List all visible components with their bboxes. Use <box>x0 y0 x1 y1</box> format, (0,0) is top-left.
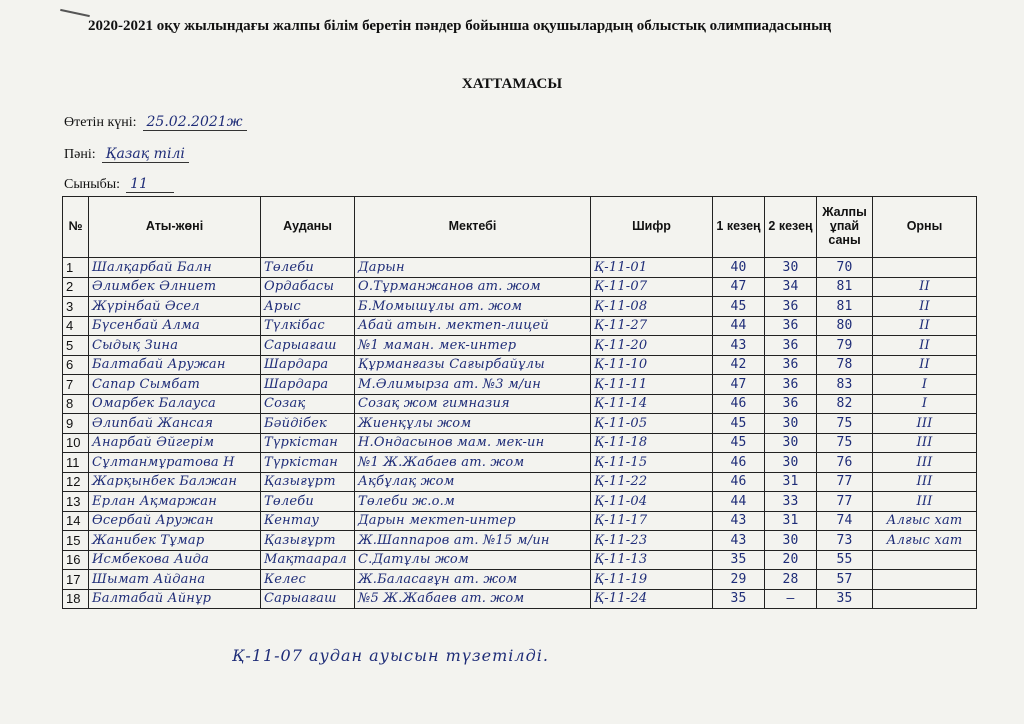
cell-place: III <box>873 433 977 453</box>
cell-stage2: 36 <box>765 336 817 356</box>
subject-value: Қазақ тілі <box>102 146 189 163</box>
cell-district: Түркістан <box>261 433 355 453</box>
cell-district: Сарыағаш <box>261 336 355 356</box>
cell-district: Шардара <box>261 375 355 395</box>
cell-code: Қ-11-11 <box>591 375 713 395</box>
cell-code: Қ-11-08 <box>591 297 713 317</box>
cell-school: Төлеби ж.о.м <box>355 492 591 512</box>
cell-stage1: 46 <box>713 453 765 473</box>
cell-stage1: 47 <box>713 277 765 297</box>
cell-district: Бәйдібек <box>261 414 355 434</box>
cell-code: Қ-11-05 <box>591 414 713 434</box>
cell-number: 17 <box>63 570 89 590</box>
cell-number: 18 <box>63 589 89 609</box>
cell-place: II <box>873 316 977 336</box>
cell-place <box>873 589 977 609</box>
cell-stage1: 35 <box>713 589 765 609</box>
cell-stage1: 44 <box>713 492 765 512</box>
table-header-row <box>63 197 977 258</box>
cell-school: №1 Ж.Жабаев ат. жом <box>355 453 591 473</box>
cell-name: Балтабай Аружан <box>89 355 261 375</box>
cell-stage1: 45 <box>713 433 765 453</box>
cell-name: Жанибек Тұмар <box>89 531 261 551</box>
cell-place: III <box>873 492 977 512</box>
cell-school: Дарын мектеп-интер <box>355 511 591 531</box>
cell-stage1: 43 <box>713 336 765 356</box>
cell-school: Жиенқұлы жом <box>355 414 591 434</box>
cell-name: Балтабай Айнұр <box>89 589 261 609</box>
cell-school: Абай атын. мектеп-лицей <box>355 316 591 336</box>
cell-code: Қ-11-14 <box>591 394 713 414</box>
cell-total: 75 <box>817 433 873 453</box>
cell-stage1: 42 <box>713 355 765 375</box>
table-row <box>63 570 977 590</box>
cell-name: Бүсенбай Алма <box>89 316 261 336</box>
cell-stage2: 34 <box>765 277 817 297</box>
cell-place: II <box>873 355 977 375</box>
cell-name: Жүрінбай Әсел <box>89 297 261 317</box>
cell-number: 15 <box>63 531 89 551</box>
cell-total: 81 <box>817 297 873 317</box>
cell-number: 9 <box>63 414 89 434</box>
cell-total: 57 <box>817 570 873 590</box>
cell-total: 77 <box>817 492 873 512</box>
cell-code: Қ-11-19 <box>591 570 713 590</box>
cell-stage1: 40 <box>713 258 765 278</box>
table-row <box>63 531 977 551</box>
cell-place: I <box>873 375 977 395</box>
cell-total: 82 <box>817 394 873 414</box>
subject-label: Пәні: <box>64 147 96 162</box>
cell-total: 81 <box>817 277 873 297</box>
cell-school: Н.Ондасынов мам. мек-ин <box>355 433 591 453</box>
cell-place: Алғыс хат <box>873 511 977 531</box>
cell-stage2: 36 <box>765 375 817 395</box>
cell-stage1: 47 <box>713 375 765 395</box>
cell-name: Сұлтанмұратова Н <box>89 453 261 473</box>
column-header-district: Ауданы <box>261 197 355 258</box>
cell-stage2: 36 <box>765 394 817 414</box>
table-row <box>63 453 977 473</box>
cell-school: Б.Момышұлы ат. жом <box>355 297 591 317</box>
cell-place: II <box>873 297 977 317</box>
cell-school: Ақбұлақ жом <box>355 472 591 492</box>
cell-name: Өсербай Аружан <box>89 511 261 531</box>
cell-stage1: 43 <box>713 531 765 551</box>
cell-place: I <box>873 394 977 414</box>
cell-total: 35 <box>817 589 873 609</box>
cell-number: 14 <box>63 511 89 531</box>
cell-district: Арыс <box>261 297 355 317</box>
cell-school: Ж.Баласағұн ат. жом <box>355 570 591 590</box>
cell-school: О.Тұрманжанов ат. жом <box>355 277 591 297</box>
table-row <box>63 394 977 414</box>
cell-district: Түлкібас <box>261 316 355 336</box>
grade-label: Сыныбы: <box>64 177 121 192</box>
cell-school: Ж.Шаппаров ат. №15 м/ин <box>355 531 591 551</box>
ink-stroke <box>60 9 90 17</box>
cell-code: Қ-11-27 <box>591 316 713 336</box>
cell-school: Құрманғазы Сағырбайұлы <box>355 355 591 375</box>
cell-district: Мақтаарал <box>261 550 355 570</box>
cell-place <box>873 550 977 570</box>
subject-field <box>64 146 189 163</box>
cell-total: 78 <box>817 355 873 375</box>
cell-name: Шымат Айдана <box>89 570 261 590</box>
column-header-place: Орны <box>873 197 977 258</box>
date-value: 25.02.2021ж <box>143 114 247 131</box>
table-row <box>63 277 977 297</box>
cell-code: Қ-11-01 <box>591 258 713 278</box>
table-row <box>63 375 977 395</box>
cell-code: Қ-11-23 <box>591 531 713 551</box>
cell-name: Сыдық Зина <box>89 336 261 356</box>
cell-code: Қ-11-07 <box>591 277 713 297</box>
cell-district: Төлеби <box>261 258 355 278</box>
cell-name: Шалқарбай Балн <box>89 258 261 278</box>
cell-stage1: 29 <box>713 570 765 590</box>
cell-code: Қ-11-20 <box>591 336 713 356</box>
cell-total: 73 <box>817 531 873 551</box>
cell-stage1: 45 <box>713 414 765 434</box>
correction-note: Қ-11-07 аудан ауысын түзетілді. <box>232 646 549 665</box>
table-body <box>63 258 977 609</box>
cell-school: Созақ жом гимназия <box>355 394 591 414</box>
cell-stage2: 36 <box>765 355 817 375</box>
cell-stage1: 35 <box>713 550 765 570</box>
table-row <box>63 589 977 609</box>
column-header-number: № <box>63 197 89 258</box>
cell-stage1: 45 <box>713 297 765 317</box>
cell-stage2: 30 <box>765 414 817 434</box>
cell-total: 79 <box>817 336 873 356</box>
cell-district: Ордабасы <box>261 277 355 297</box>
cell-code: Қ-11-17 <box>591 511 713 531</box>
cell-school: №5 Ж.Жабаев ат. жом <box>355 589 591 609</box>
cell-place: II <box>873 336 977 356</box>
column-header-stage1: 1 кезең <box>713 197 765 258</box>
cell-number: 7 <box>63 375 89 395</box>
cell-code: Қ-11-04 <box>591 492 713 512</box>
cell-code: Қ-11-18 <box>591 433 713 453</box>
cell-school: №1 маман. мек-интер <box>355 336 591 356</box>
cell-number: 12 <box>63 472 89 492</box>
table-row <box>63 414 977 434</box>
table-row <box>63 550 977 570</box>
grade-field <box>64 176 174 193</box>
table-row <box>63 297 977 317</box>
cell-place: III <box>873 414 977 434</box>
cell-district: Түркістан <box>261 453 355 473</box>
cell-total: 75 <box>817 414 873 434</box>
cell-stage1: 44 <box>713 316 765 336</box>
cell-school: С.Датұлы жом <box>355 550 591 570</box>
column-header-code: Шифр <box>591 197 713 258</box>
cell-name: Анарбай Әйгерім <box>89 433 261 453</box>
cell-district: Сарыағаш <box>261 589 355 609</box>
cell-district: Кентау <box>261 511 355 531</box>
cell-number: 3 <box>63 297 89 317</box>
cell-number: 8 <box>63 394 89 414</box>
results-table <box>62 196 977 609</box>
cell-code: Қ-11-22 <box>591 472 713 492</box>
grade-value: 11 <box>126 176 174 193</box>
column-header-total: Жалпы ұпай саны <box>817 197 873 258</box>
cell-number: 1 <box>63 258 89 278</box>
document-heading: ХАТТАМАСЫ <box>461 76 563 92</box>
cell-stage2: 20 <box>765 550 817 570</box>
cell-stage2: — <box>765 589 817 609</box>
cell-total: 74 <box>817 511 873 531</box>
cell-place: III <box>873 453 977 473</box>
cell-stage2: 28 <box>765 570 817 590</box>
date-field <box>64 114 247 131</box>
cell-total: 77 <box>817 472 873 492</box>
cell-stage2: 30 <box>765 433 817 453</box>
cell-total: 76 <box>817 453 873 473</box>
cell-number: 4 <box>63 316 89 336</box>
cell-stage2: 33 <box>765 492 817 512</box>
cell-district: Созақ <box>261 394 355 414</box>
cell-stage2: 31 <box>765 511 817 531</box>
cell-code: Қ-11-10 <box>591 355 713 375</box>
cell-name: Ерлан Ақмаржан <box>89 492 261 512</box>
cell-number: 10 <box>63 433 89 453</box>
cell-total: 80 <box>817 316 873 336</box>
cell-place: Алғыс хат <box>873 531 977 551</box>
cell-number: 5 <box>63 336 89 356</box>
table-row <box>63 355 977 375</box>
cell-stage2: 30 <box>765 531 817 551</box>
cell-district: Төлеби <box>261 492 355 512</box>
table-row <box>63 472 977 492</box>
table-row <box>63 433 977 453</box>
cell-code: Қ-11-24 <box>591 589 713 609</box>
cell-stage2: 36 <box>765 297 817 317</box>
cell-number: 2 <box>63 277 89 297</box>
cell-place <box>873 570 977 590</box>
cell-district: Қазығұрт <box>261 472 355 492</box>
cell-district: Қазығұрт <box>261 531 355 551</box>
cell-stage2: 36 <box>765 316 817 336</box>
cell-stage2: 30 <box>765 258 817 278</box>
cell-stage1: 43 <box>713 511 765 531</box>
date-label: Өтетін күні: <box>64 115 137 130</box>
cell-number: 13 <box>63 492 89 512</box>
cell-name: Сапар Сымбат <box>89 375 261 395</box>
cell-name: Әлипбай Жансая <box>89 414 261 434</box>
cell-total: 83 <box>817 375 873 395</box>
cell-name: Жарқынбек Балжан <box>89 472 261 492</box>
cell-number: 16 <box>63 550 89 570</box>
cell-stage2: 30 <box>765 453 817 473</box>
table-row <box>63 511 977 531</box>
table-row <box>63 492 977 512</box>
table-row <box>63 258 977 278</box>
cell-place <box>873 258 977 278</box>
column-header-school: Мектебі <box>355 197 591 258</box>
cell-stage1: 46 <box>713 394 765 414</box>
cell-district: Шардара <box>261 355 355 375</box>
cell-school: М.Әлимырза ат. №3 м/ин <box>355 375 591 395</box>
table-row <box>63 316 977 336</box>
cell-stage2: 31 <box>765 472 817 492</box>
column-header-stage2: 2 кезең <box>765 197 817 258</box>
cell-name: Әлимбек Әлниет <box>89 277 261 297</box>
cell-code: Қ-11-13 <box>591 550 713 570</box>
cell-code: Қ-11-15 <box>591 453 713 473</box>
cell-stage1: 46 <box>713 472 765 492</box>
cell-district: Келес <box>261 570 355 590</box>
cell-number: 11 <box>63 453 89 473</box>
cell-school: Дарын <box>355 258 591 278</box>
table-row <box>63 336 977 356</box>
cell-name: Омарбек Балауса <box>89 394 261 414</box>
cell-place: II <box>873 277 977 297</box>
column-header-name: Аты-жөні <box>89 197 261 258</box>
cell-number: 6 <box>63 355 89 375</box>
cell-name: Исмбекова Аида <box>89 550 261 570</box>
cell-place: III <box>873 472 977 492</box>
document-title: 2020-2021 оқу жылындағы жалпы білім беретін пәндер бойынша оқушылардың облыстық олимпиадасының <box>88 18 988 35</box>
cell-total: 70 <box>817 258 873 278</box>
cell-total: 55 <box>817 550 873 570</box>
